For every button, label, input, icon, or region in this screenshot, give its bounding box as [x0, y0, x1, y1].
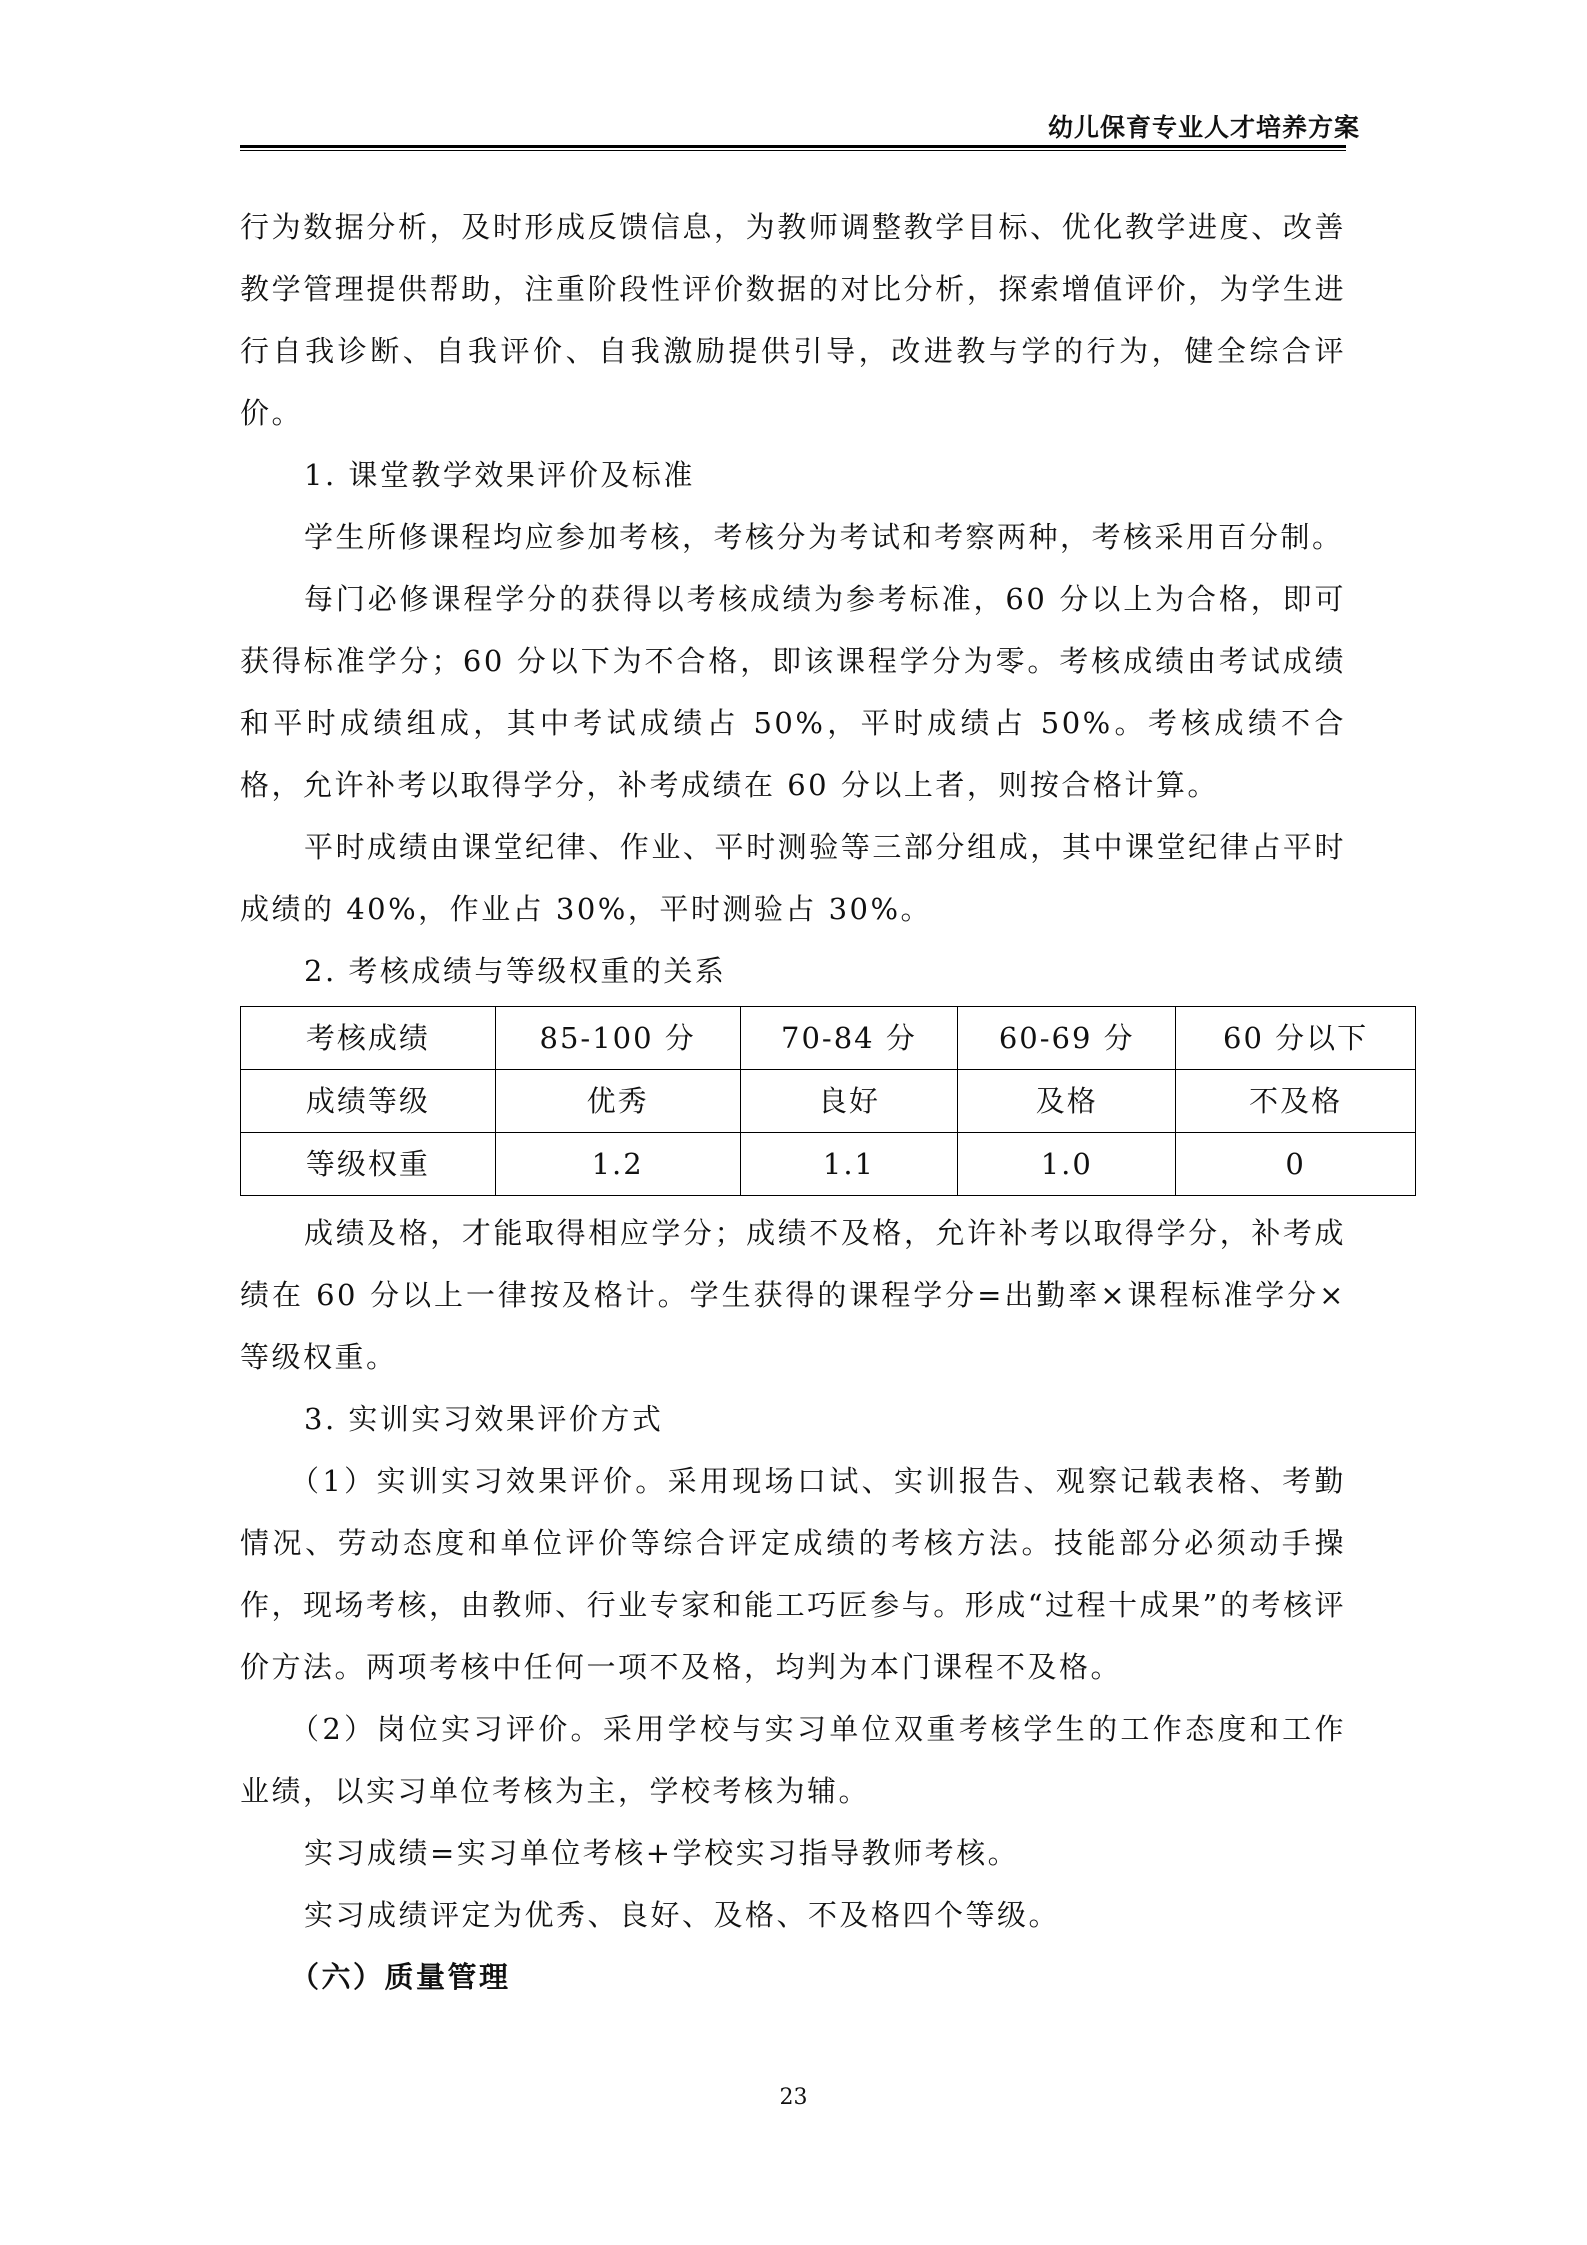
- table-cell: 考核成绩: [241, 1007, 496, 1070]
- table-cell: 1.2: [495, 1133, 740, 1196]
- heading-practice-evaluation: 3. 实训实习效果评价方式: [304, 1402, 664, 1436]
- table-cell: 成绩等级: [241, 1070, 496, 1133]
- header-divider: [240, 145, 1346, 148]
- heading-quality-management: （六）质量管理: [290, 1960, 511, 1994]
- heading-classroom-evaluation: 1. 课堂教学效果评价及标准: [304, 458, 695, 492]
- table-cell: 不及格: [1176, 1070, 1416, 1133]
- table-row: [241, 1007, 1416, 1070]
- paragraph-assessment-types: 学生所修课程均应参加考核，考核分为考试和考察两种，考核采用百分制。: [304, 520, 1344, 554]
- paragraph-internship-levels: 实习成绩评定为优秀、良好、及格、不及格四个等级。: [304, 1898, 1061, 1932]
- table-cell: 0: [1176, 1133, 1416, 1196]
- heading-grade-weight: 2. 考核成绩与等级权重的关系: [304, 954, 727, 988]
- page-number: 23: [779, 2085, 808, 2110]
- paragraph-credit-formula: 成绩及格，才能取得相应学分；成绩不及格，允许补考以取得学分，补考成绩在 60 分以上一律按及格计。学生获得的课程学分=出勤率×课程标准学分×等级权重。: [240, 1216, 1346, 1374]
- running-header-title: 幼儿保育专业人才培养方案: [1047, 113, 1360, 142]
- table-cell: 良好: [740, 1070, 958, 1133]
- table-cell: 优秀: [495, 1070, 740, 1133]
- paragraph-training-evaluation: （1）实训实习效果评价。采用现场口试、实训报告、观察记载表格、考勤情况、劳动态度和单位评价等综合评定成绩的考核方法。技能部分必须动手操作，现场考核，由教师、行业专家和能工巧匠参与。形成“过程十成果”的考核评价方法。两项考核中任何一项不及格，均判为本门课程不及格。: [240, 1464, 1346, 1684]
- table-cell: 70-84 分: [740, 1007, 958, 1070]
- table-cell: 等级权重: [241, 1133, 496, 1196]
- paragraph-internship-evaluation: （2）岗位实习评价。采用学校与实习单位双重考核学生的工作态度和工作业绩，以实习单位考核为主，学校考核为辅。: [240, 1712, 1346, 1808]
- table-cell: 85-100 分: [495, 1007, 740, 1070]
- table-cell: 及格: [958, 1070, 1176, 1133]
- header-divider-thin: [240, 150, 1346, 151]
- paragraph-evaluation-continued: 行为数据分析，及时形成反馈信息，为教师调整教学目标、优化教学进度、改善教学管理提供帮助，注重阶段性评价数据的对比分析，探索增值评价，为学生进行自我诊断、自我评价、自我激励提供引导，改进教与学的行为，健全综合评价。: [240, 210, 1346, 430]
- paragraph-internship-formula: 实习成绩=实习单位考核+学校实习指导教师考核。: [304, 1836, 1020, 1870]
- page-body: [240, 196, 1369, 2008]
- table-row: [241, 1133, 1416, 1196]
- table-cell: 1.0: [958, 1133, 1176, 1196]
- table-row: [241, 1070, 1416, 1133]
- table-cell: 60-69 分: [958, 1007, 1176, 1070]
- table-cell: 1.1: [740, 1133, 958, 1196]
- table-cell: 60 分以下: [1176, 1007, 1416, 1070]
- grade-weight-table: [240, 1006, 1416, 1196]
- paragraph-credit-standard: 每门必修课程学分的获得以考核成绩为参考标准，60 分以上为合格，即可获得标准学分；60 分以下为不合格，即该课程学分为零。考核成绩由考试成绩和平时成绩组成，其中考试成绩占 50%，平时成绩占 50%。考核成绩不合格，允许补考以取得学分，补考成绩在 60 分以上者，则按合格计算。: [240, 582, 1346, 802]
- paragraph-regular-grade: 平时成绩由课堂纪律、作业、平时测验等三部分组成，其中课堂纪律占平时成绩的 40%，作业占 30%，平时测验占 30%。: [240, 830, 1346, 926]
